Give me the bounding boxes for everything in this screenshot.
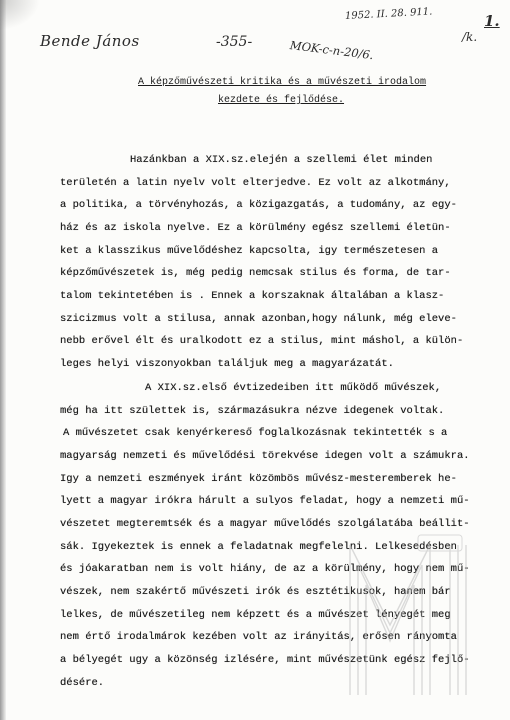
- watermark-stroke: [366, 585, 414, 695]
- text-line: képzőművészetek is, még pedig nemcsak stilus és forma, de tar-: [60, 267, 451, 279]
- text-line: a bélyegét ugy a közönség izlésére, mint művészetünk egész fejlő-: [60, 654, 470, 666]
- text-line: ház és az iskola nyelve. Ez a körülmény egész szellemi életün-: [60, 222, 451, 234]
- text-line: még ha itt születtek is, származásukra nézve idegenek voltak.: [60, 405, 445, 417]
- scan-edge: [0, 0, 6, 720]
- document-title-line-1: A képzőművészeti kritika és a művészeti irodalom: [138, 77, 427, 88]
- text-line: nem értő irodalmárok kezében volt az irányitás, erősen rányomta: [60, 631, 457, 643]
- handwritten-date: 1952. II. 28. 911.: [344, 6, 433, 22]
- text-line: szicizmus volt a stilusa, annak azonban,hogy nálunk, még eleve-: [60, 313, 457, 325]
- text-line: leges helyi viszonyokban találjuk meg a magyarázatát.: [60, 358, 394, 370]
- handwritten-reference: MOK-c-n-20/6.: [289, 38, 375, 63]
- text-line: a politika, a törvényhozás, a közigazgatás, a tudomány, az egy-: [60, 199, 457, 211]
- handwritten-mark: /k.: [462, 30, 478, 44]
- text-line: magyarság nemzeti és művelődési törekvése idegen volt a számukra.: [60, 450, 470, 462]
- text-line: ket a klasszikus művelődéshez kapcsolta, igy természetesen a: [60, 245, 439, 257]
- text-line: Igy a nemzeti eszmények iránt közömbös művész-mesteremberek he-: [60, 473, 457, 485]
- text-line: és jóakaratban nem is volt hiány, de az a körülmény, hogy nem mű-: [60, 563, 470, 575]
- text-line: vészetet megteremtsék és a magyar művelődés szolgálatába beállit-: [60, 518, 470, 530]
- text-line: sák. Igyekeztek is ennek a feladatnak megfelelni. Lelkesedésben: [60, 541, 457, 553]
- text-line: nebb erővel élt és uralkodott ez a stilus, mint máshol, a külön-: [60, 335, 464, 347]
- text-line: A művészetet csak kenyérkereső foglalkozásnak tekintették s a: [63, 427, 448, 439]
- text-line: désére.: [60, 677, 105, 689]
- text-line: talom tekintetében is . Ennek a korszaknak általában a klasz-: [60, 290, 445, 302]
- watermark-stamp: [418, 535, 462, 551]
- text-line: vészek, nem szakértő művészeti irók és esztétikusok, hanem bár: [60, 586, 451, 598]
- document-title-line-2: kezdete és fejlődése.: [218, 95, 345, 106]
- watermark-stroke: [358, 565, 422, 695]
- watermark-stroke: [350, 545, 430, 695]
- text-line: lelkes, de művészetileg nem képzett és a művészet lényegét meg: [60, 609, 451, 621]
- handwritten-author: Bende János: [40, 32, 140, 50]
- text-line: A XIX.sz.első évtizedeiben itt működő művészek,: [145, 382, 442, 394]
- handwritten-sheet-number: 1.: [484, 12, 500, 30]
- handwritten-page-number: -355-: [216, 34, 253, 50]
- text-line: területén a latin nyelv volt elterjedve. Ez volt az alkotmány,: [60, 177, 451, 189]
- text-line: lyett a magyar irókra hárult a sulyos feladat, hogy a nemzeti mű-: [60, 495, 470, 507]
- watermark-logo: [330, 505, 490, 705]
- text-line: Hazánkban a XIX.sz.elején a szellemi élet minden: [130, 154, 433, 166]
- scan-smudge: [0, 0, 40, 30]
